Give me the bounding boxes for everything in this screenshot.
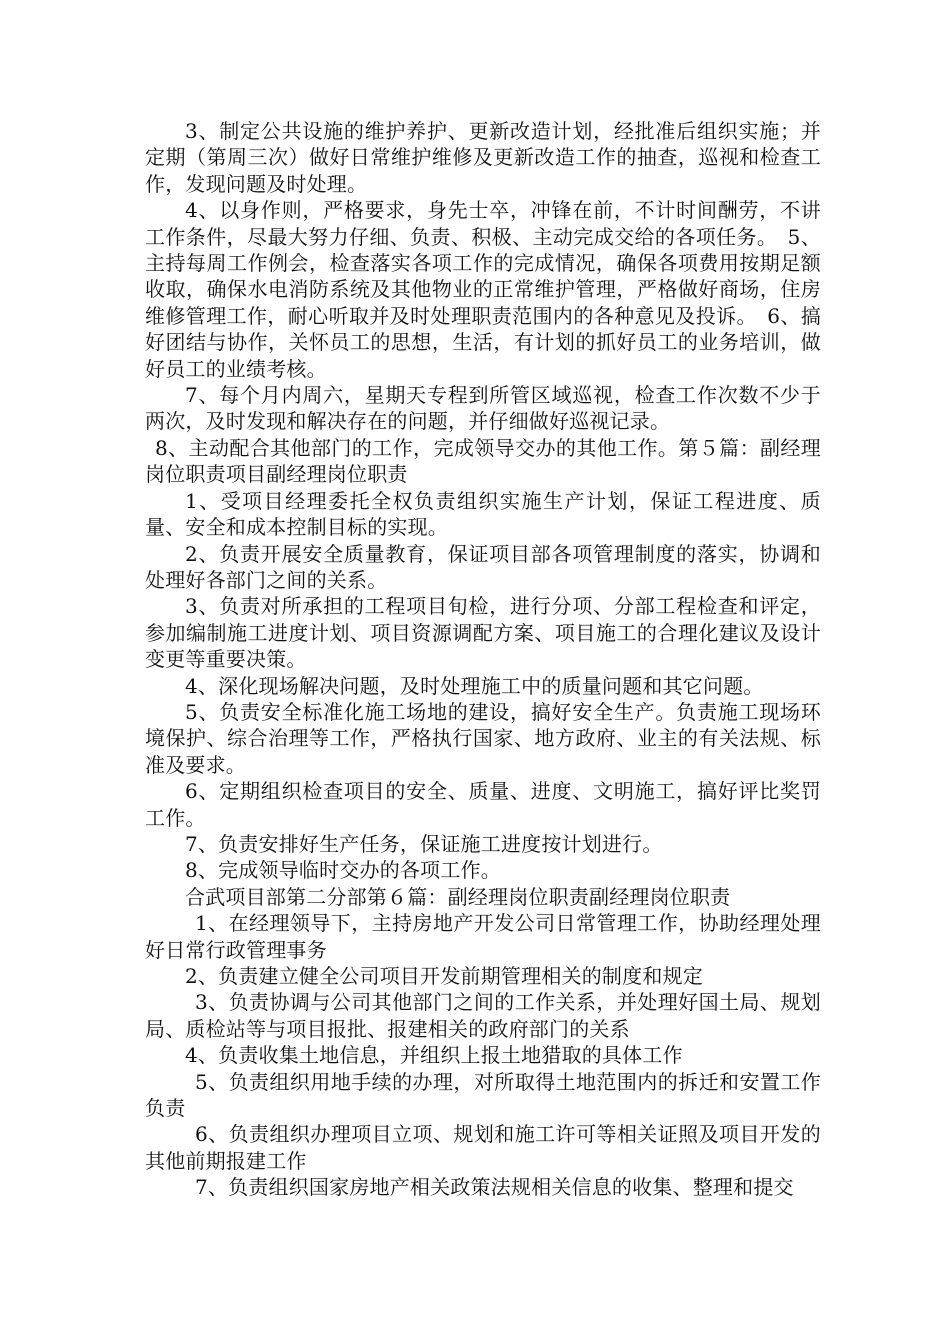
paragraph: 2、负责建立健全公司项目开发前期管理相关的制度和规定 <box>185 964 703 988</box>
paragraph: 4、深化现场解决问题，及时处理施工中的质量问题和其它问题。 <box>185 673 764 698</box>
paragraph: 4、以身作则，严格要求，身先士卒，冲锋在前，不计时间酬劳，不讲工作条件，尽最大努力仔细、负责、积极、主动完成交给的各项任务。 5、主持每周工作例会，检查落实各项工作的完成情况，确保各项费用按期足额收取，确保水电消防系统及其他物业的正常维护管理，严格做好商场，住房维修管理工作，耐心听取并及时处理职责范围内的各种意见及投诉。 6、搞好团结与协作，关怀员工的思想，生活，有计划的抓好员工的业务培训，做好员工的业绩考核。 <box>145 198 821 381</box>
paragraph: 5、负责组织用地手续的办理，对所取得土地范围内的拆迁和安置工作负责 <box>145 1069 821 1121</box>
paragraph: 8、主动配合其他部门的工作，完成领导交办的其他工作。第５篇：副经理岗位职责项目副经理岗位职责 <box>145 435 821 487</box>
paragraph: 6、负责组织办理项目立项、规划和施工许可等相关证照及项目开发的其他前期报建工作 <box>145 1122 821 1173</box>
paragraph: 1、在经理领导下，主持房地产开发公司日常管理工作，协助经理处理好日常行政管理事务 <box>145 911 821 962</box>
paragraph: 5、负责安全标准化施工场地的建设，搞好安全生产。负责施工现场环境保护、综合治理等工作，严格执行国家、地方政府、业主的有关法规、标准及要求。 <box>145 699 821 777</box>
paragraph: 1、受项目经理委托全权负责组织实施生产计划，保证工程进度、质量、安全和成本控制目标的实现。 <box>145 488 821 540</box>
paragraph: 7、负责安排好生产任务，保证施工进度按计划进行。 <box>185 831 663 856</box>
paragraph: 7、负责组织国家房地产相关政策法规相关信息的收集、整理和提交 <box>195 1175 794 1200</box>
paragraph: 6、定期组织检查项目的安全、质量、进度、文明施工，搞好评比奖罚工作。 <box>145 779 821 830</box>
paragraph: 8、完成领导临时交办的各项工作。 <box>185 858 501 883</box>
paragraph: 7、每个月内周六，星期天专程到所管区域巡视，检查工作次数不少于两次，及时发现和解决存在的问题，并仔细做好巡视记录。 <box>145 383 821 434</box>
paragraph: 3、制定公共设施的维护养护、更新改造计划，经批准后组织实施；并定期（第周三次）做好日常维护维修及更新改造工作的抽查，巡视和检查工作，发现问题及时处理。 <box>145 119 821 196</box>
paragraph: 3、负责对所承担的工程项目旬检，进行分项、分部工程检查和评定，参加编制施工进度计划、项目资源调配方案、项目施工的合理化建议及设计变更等重要决策。 <box>145 594 821 672</box>
paragraph: 4、负责收集土地信息，并组织上报土地猎取的具体工作 <box>185 1043 683 1068</box>
document-body <box>145 118 821 1201</box>
paragraph: 2、负责开展安全质量教育，保证项目部各项管理制度的落实，协调和处理好各部门之间的关系。 <box>145 541 821 592</box>
paragraph: 3、负责协调与公司其他部门之间的工作关系，并处理好国土局、规划局、质检站等与项目报批、报建相关的政府部门的关系 <box>145 990 821 1041</box>
paragraph: 合武项目部第二分部第６篇：副经理岗位职责副经理岗位职责 <box>185 884 731 909</box>
